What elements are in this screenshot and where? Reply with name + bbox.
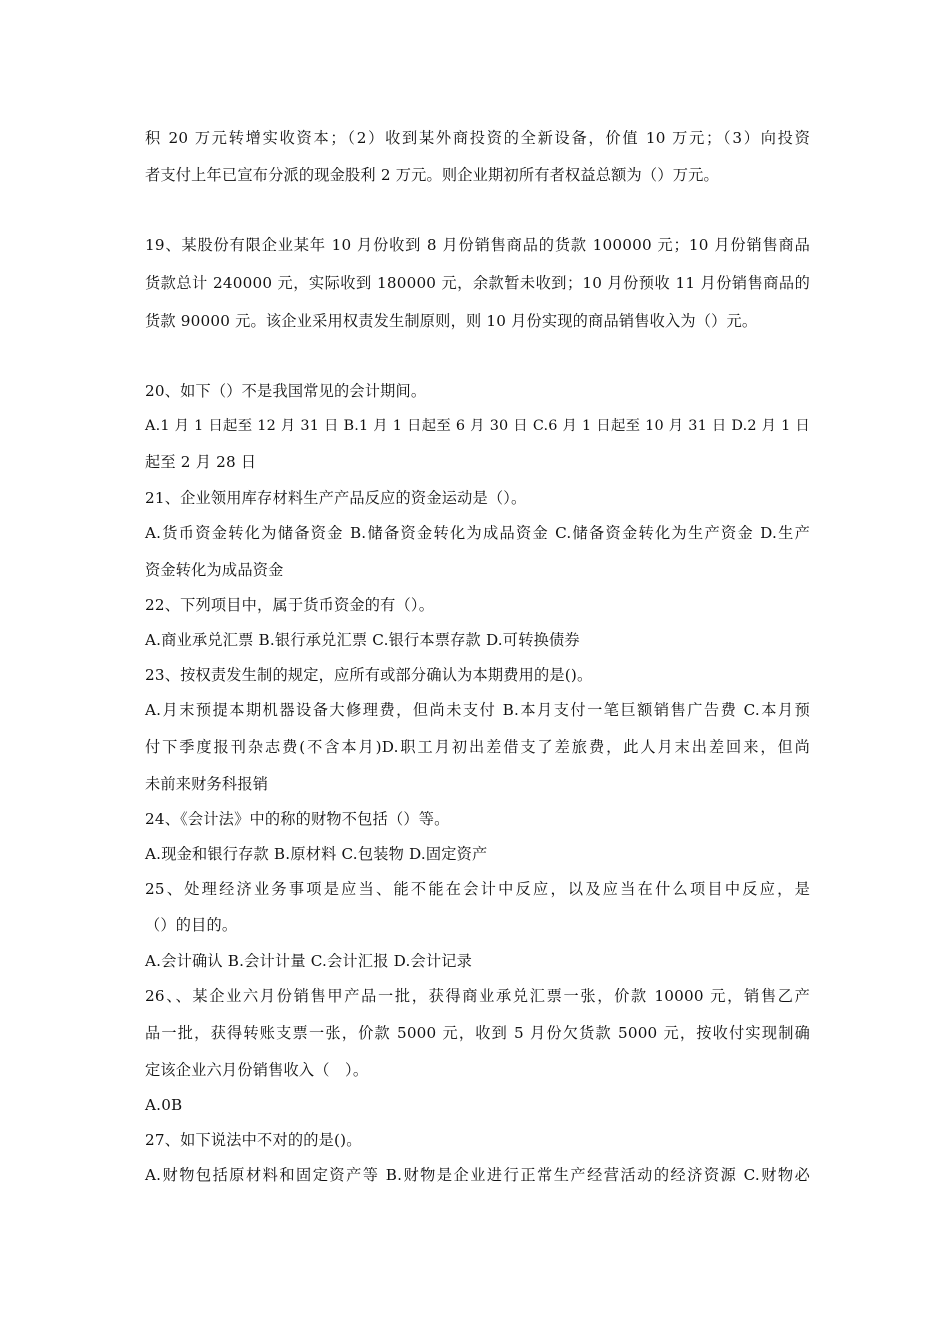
text-line: 定该企业六月份销售收入（ ）。: [145, 1061, 369, 1079]
text-line: 品一批，获得转账支票一张，价款 5000 元，收到 5 月份欠货款 5000 元，按收付实现制确: [145, 1024, 810, 1042]
text-line: 资金转化为成品资金: [145, 561, 284, 579]
text-line: A.0B: [145, 1096, 183, 1114]
text-line: （）的目的。: [145, 916, 238, 934]
text-line: 未前来财务科报销: [145, 775, 269, 793]
text-line: 26、、某企业六月份销售甲产品一批，获得商业承兑汇票一张，价款 10000 元，销售乙产: [145, 987, 810, 1005]
text-line: 起至 2 月 28 日: [145, 453, 257, 471]
text-line: A.商业承兑汇票 B.银行承兑汇票 C.银行本票存款 D.可转换债券: [145, 631, 580, 649]
text-line: A.1 月 1 日起至 12 月 31 日 B.1 月 1 日起至 6 月 30 日 C.6 月 1 日起至 10 月 31 日 D.2 月 1 日: [145, 418, 810, 434]
text-line: A.会计确认 B.会计计量 C.会计汇报 D.会计记录: [145, 952, 473, 970]
text-line: 24、《会计法》中的称的财物不包括（）等。: [145, 810, 450, 828]
text-line: 货款总计 240000 元，实际收到 180000 元，余款暂未收到；10 月份预收 11 月份销售商品的: [145, 274, 810, 292]
text-line: A.月末预提本期机器设备大修理费，但尚未支付 B.本月支付一笔巨额销售广告费 C.本月预: [145, 701, 810, 719]
text-line: 者支付上年已宣布分派的现金股利 2 万元。则企业期初所有者权益总额为（）万元。: [145, 166, 719, 184]
text-line: 19、某股份有限企业某年 10 月份收到 8 月份销售商品的货款 100000 元；10 月份销售商品: [145, 236, 810, 254]
text-line: 20、如下（）不是我国常见的会计期间。: [145, 382, 427, 400]
text-line: 积 20 万元转增实收资本；（2）收到某外商投资的全新设备，价值 10 万元；（3）向投资: [145, 129, 810, 147]
text-line: 21、企业领用库存材料生产产品反应的资金运动是（）。: [145, 489, 527, 507]
text-line: 27、如下说法中不对的的是()。: [145, 1131, 362, 1149]
text-line: 23、按权责发生制的规定，应所有或部分确认为本期费用的是()。: [145, 666, 593, 684]
text-line: 25、处理经济业务事项是应当、能不能在会计中反应，以及应当在什么项目中反应，是: [145, 880, 810, 898]
text-line: 22、下列项目中，属于货币资金的有（）。: [145, 596, 435, 614]
text-line: A.现金和银行存款 B.原材料 C.包装物 D.固定资产: [145, 845, 488, 863]
text-line: 货款 90000 元。该企业采用权责发生制原则，则 10 月份实现的商品销售收入为（）元。: [145, 312, 758, 330]
text-line: A.货币资金转化为储备资金 B.储备资金转化为成品资金 C.储备资金转化为生产资金 D.生产: [145, 524, 810, 542]
text-line: 付下季度报刊杂志费(不含本月)D.职工月初出差借支了差旅费，此人月末出差回来，但尚: [145, 738, 810, 756]
text-line: A.财物包括原材料和固定资产等 B.财物是企业进行正常生产经营活动的经济资源 C.财物必: [145, 1166, 810, 1184]
